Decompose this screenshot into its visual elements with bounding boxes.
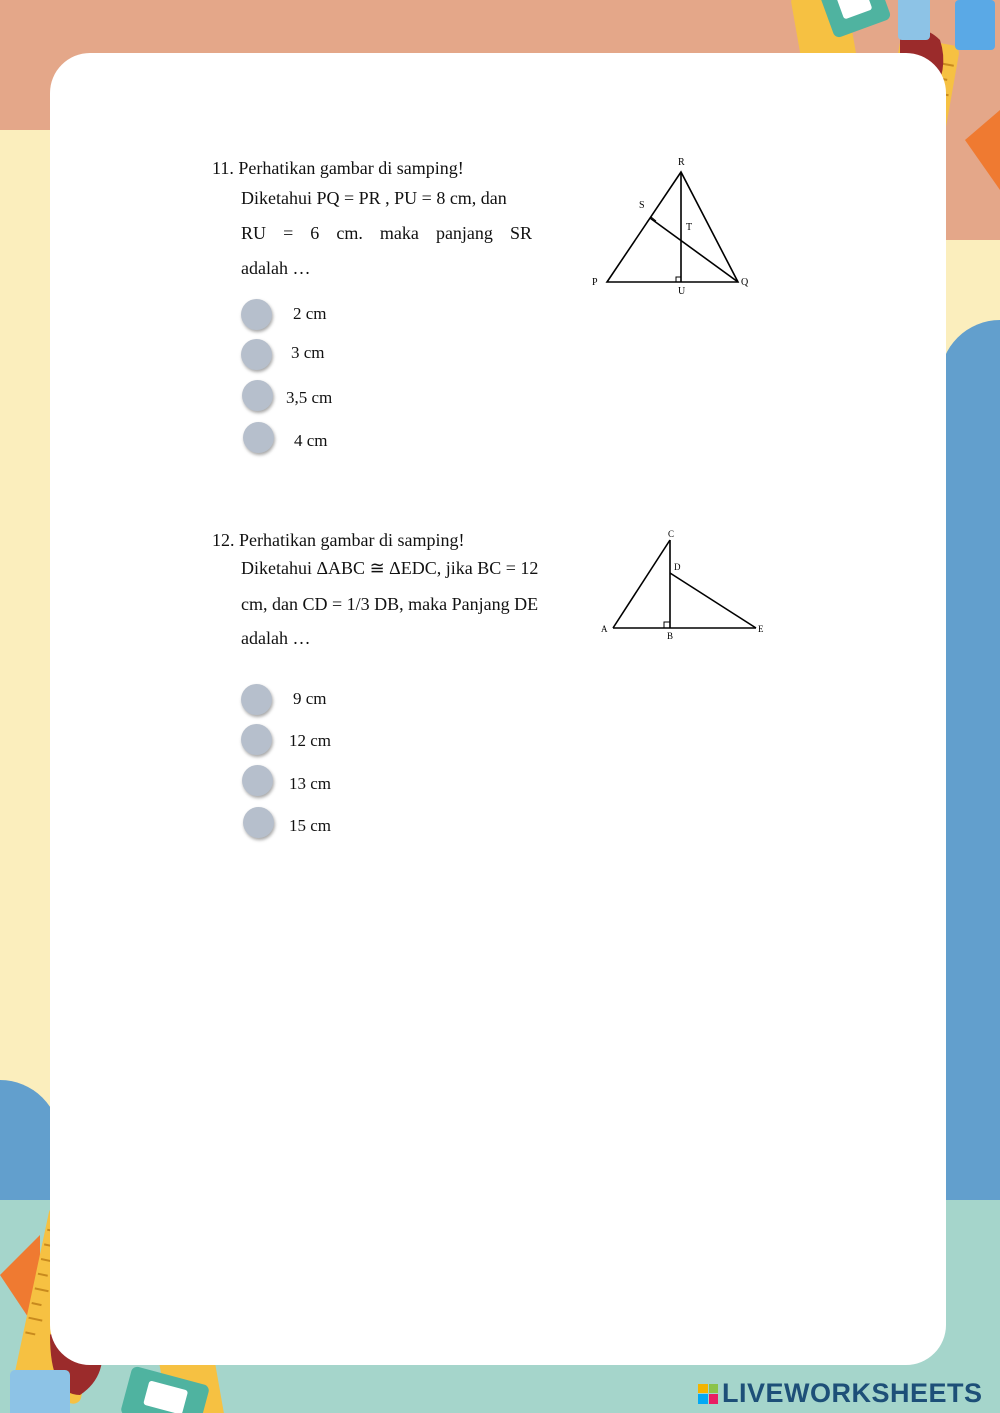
label-e: E (758, 624, 764, 634)
q12-option-b-radio[interactable] (241, 724, 272, 755)
right-angle-b (664, 622, 670, 628)
q12-option-b-label: 12 cm (289, 731, 332, 750)
q11-option-d-radio[interactable] (243, 422, 274, 453)
q11-option-c-label: 3,5 cm (286, 388, 333, 407)
question-12-title: 12. Perhatikan gambar di samping! (212, 530, 465, 550)
question-11-line3: RU = 6 cm. maka panjang SR (241, 223, 532, 243)
label-u: U (678, 286, 686, 297)
q11-option-c-radio[interactable] (242, 380, 273, 411)
question-12-figure (598, 525, 773, 645)
label-s: S (639, 200, 645, 211)
label-b: B (667, 631, 674, 641)
question-12-line2: Diketahui ΔABC ≅ ΔEDC, jika BC = 12 (241, 558, 539, 578)
label-q: Q (741, 277, 749, 288)
q11-option-b-radio[interactable] (241, 339, 272, 370)
q12-option-a-label: 9 cm (293, 689, 327, 708)
logo-mark-icon (698, 1384, 718, 1404)
q11-option-a-radio[interactable] (241, 299, 272, 330)
worksheet-page (50, 53, 946, 1365)
question-12-line4: adalah … (241, 628, 311, 648)
q12-option-a-radio[interactable] (241, 684, 272, 715)
q12-option-d-radio[interactable] (243, 807, 274, 838)
segment-de (670, 573, 756, 628)
logo-text: LIVEWORKSHEETS (722, 1378, 983, 1408)
label-p: P (592, 277, 598, 288)
q12-option-d-label: 15 cm (289, 816, 332, 835)
question-11-figure (585, 150, 760, 300)
q11-option-b-label: 3 cm (291, 343, 325, 362)
background-wave-right (940, 320, 1000, 1220)
label-r: R (678, 157, 685, 168)
question-11-title: 11. Perhatikan gambar di samping! (212, 158, 464, 178)
q12-option-c-radio[interactable] (242, 765, 273, 796)
label-c: C (668, 529, 675, 539)
question-11-line2: Diketahui PQ = PR , PU = 8 cm, dan (241, 188, 507, 208)
label-a: A (601, 624, 608, 634)
segment-ac (613, 540, 670, 628)
label-t: T (686, 222, 693, 233)
question-12-line3: cm, dan CD = 1/3 DB, maka Panjang DE (241, 594, 539, 614)
q11-option-a-label: 2 cm (293, 304, 327, 323)
liveworksheets-logo (698, 1378, 983, 1409)
triangle-pqr (607, 172, 738, 282)
segment-qs (650, 218, 738, 282)
q12-option-c-label: 13 cm (289, 774, 332, 793)
q11-option-d-label: 4 cm (294, 431, 328, 450)
question-11-line4: adalah … (241, 258, 311, 278)
label-d: D (674, 562, 681, 572)
